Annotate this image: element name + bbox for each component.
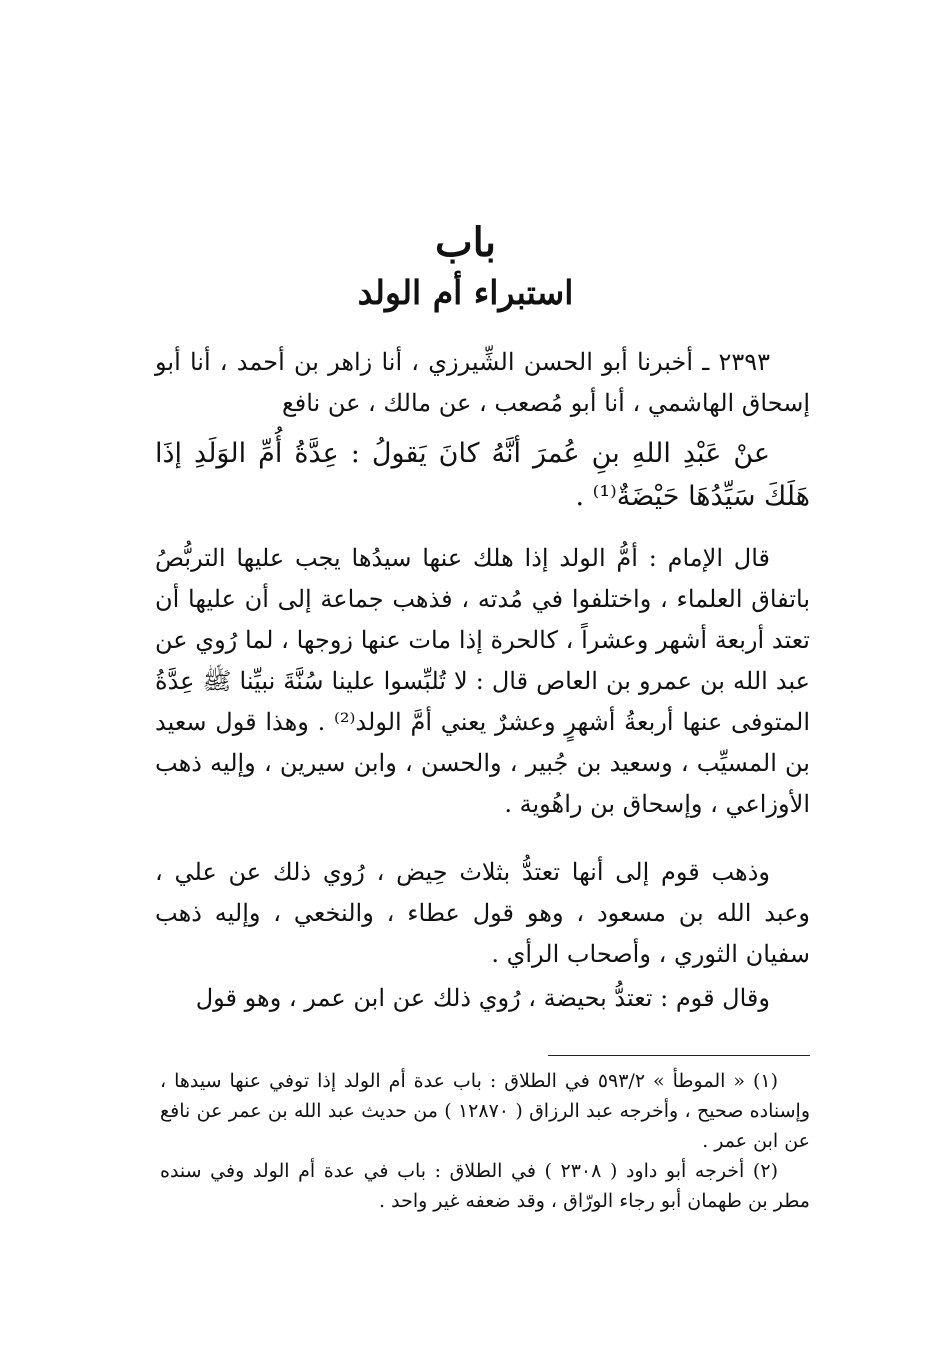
- commentary-text: وقال قوم : تعتدُّ بحيضة ، رُوي ذلك عن ابن عمر ، وهو قول: [195, 984, 770, 1012]
- chapter-title: استبراء أم الولد: [357, 273, 574, 312]
- commentary-paragraph: [155, 978, 810, 1019]
- footnotes: [160, 1066, 810, 1216]
- footnote-1: (١) « الموطأ » ٥٩٣/٢ في الطلاق : باب عدة أم الولد إذا توفي عنها سيدها ، وإسناده صحيح ، وأخرجه عبد الرزاق ( ١٢٨٧٠ ) من حديث عبد الله بن عمر عن نافع عن ابن عمر .: [160, 1070, 810, 1152]
- hadith-matn: [155, 432, 810, 518]
- footnote-2: (٢) أخرجه أبو داود ( ٢٣٠٨ ) في الطلاق : باب في عدة أم الولد وفي سنده مطر بن طهمان أبو رجاء الورّاق ، وقد ضعفه غير واحد .: [160, 1160, 810, 1212]
- footnote-divider: [548, 1055, 810, 1056]
- hadith-matn-text: عنْ عَبْدِ اللهِ بنِ عُمرَ أنَّهُ كانَ يَقولُ : عِدَّةُ أُمِّ الوَلَدِ إذَا هَلَكَ سَيِّدُهَا حَيْضَةٌ⁽¹⁾ .: [155, 438, 810, 512]
- commentary-paragraph: [155, 538, 810, 825]
- commentary-paragraph: [155, 852, 810, 975]
- commentary-text: وذهب قوم إلى أنها تعتدُّ بثلاث حِيض ، رُوي ذلك عن علي ، وعبد الله بن مسعود ، وهو قول عطاء ، والنخعي ، وإليه ذهب سفيان الثوري ، وأصحاب الرأي .: [155, 858, 810, 968]
- hadith-isnad: [155, 342, 810, 424]
- hadith-isnad-text: ٢٣٩٣ ـ أخبرنا أبو الحسن الشِّيرزي ، أنا زاهر بن أحمد ، أنا أبو إسحاق الهاشمي ، أنا أبو مُصعب ، عن مالك ، عن نافع: [155, 348, 810, 417]
- commentary-text: قال الإمام : أمُّ الولد إذا هلك عنها سيدُها يجب عليها التربُّصُ باتفاق العلماء ، واختلفوا في مُدته ، فذهب جماعة إلى أن عليها أن تعتد أربعة أشهر وعشراً ، كالحرة إذا مات عنها زوجها ، لما رُوي عن عبد الله بن عمرو بن العاص قال : لا تُلبِّسوا علينا سُنَّةَ نبيِّنا ﷺ عِدَّةُ المتوفى عنها أربعةُ أشهرٍ وعشرٌ يعني أمَّ الولد⁽²⁾ . وهذا قول سعيد بن المسيِّب ، وسعيد بن جُبير ، والحسن ، وابن سيرين ، وإليه ذهب الأوزاعي ، وإسحاق بن راهُوية .: [155, 544, 810, 818]
- chapter-heading: باب: [435, 219, 496, 266]
